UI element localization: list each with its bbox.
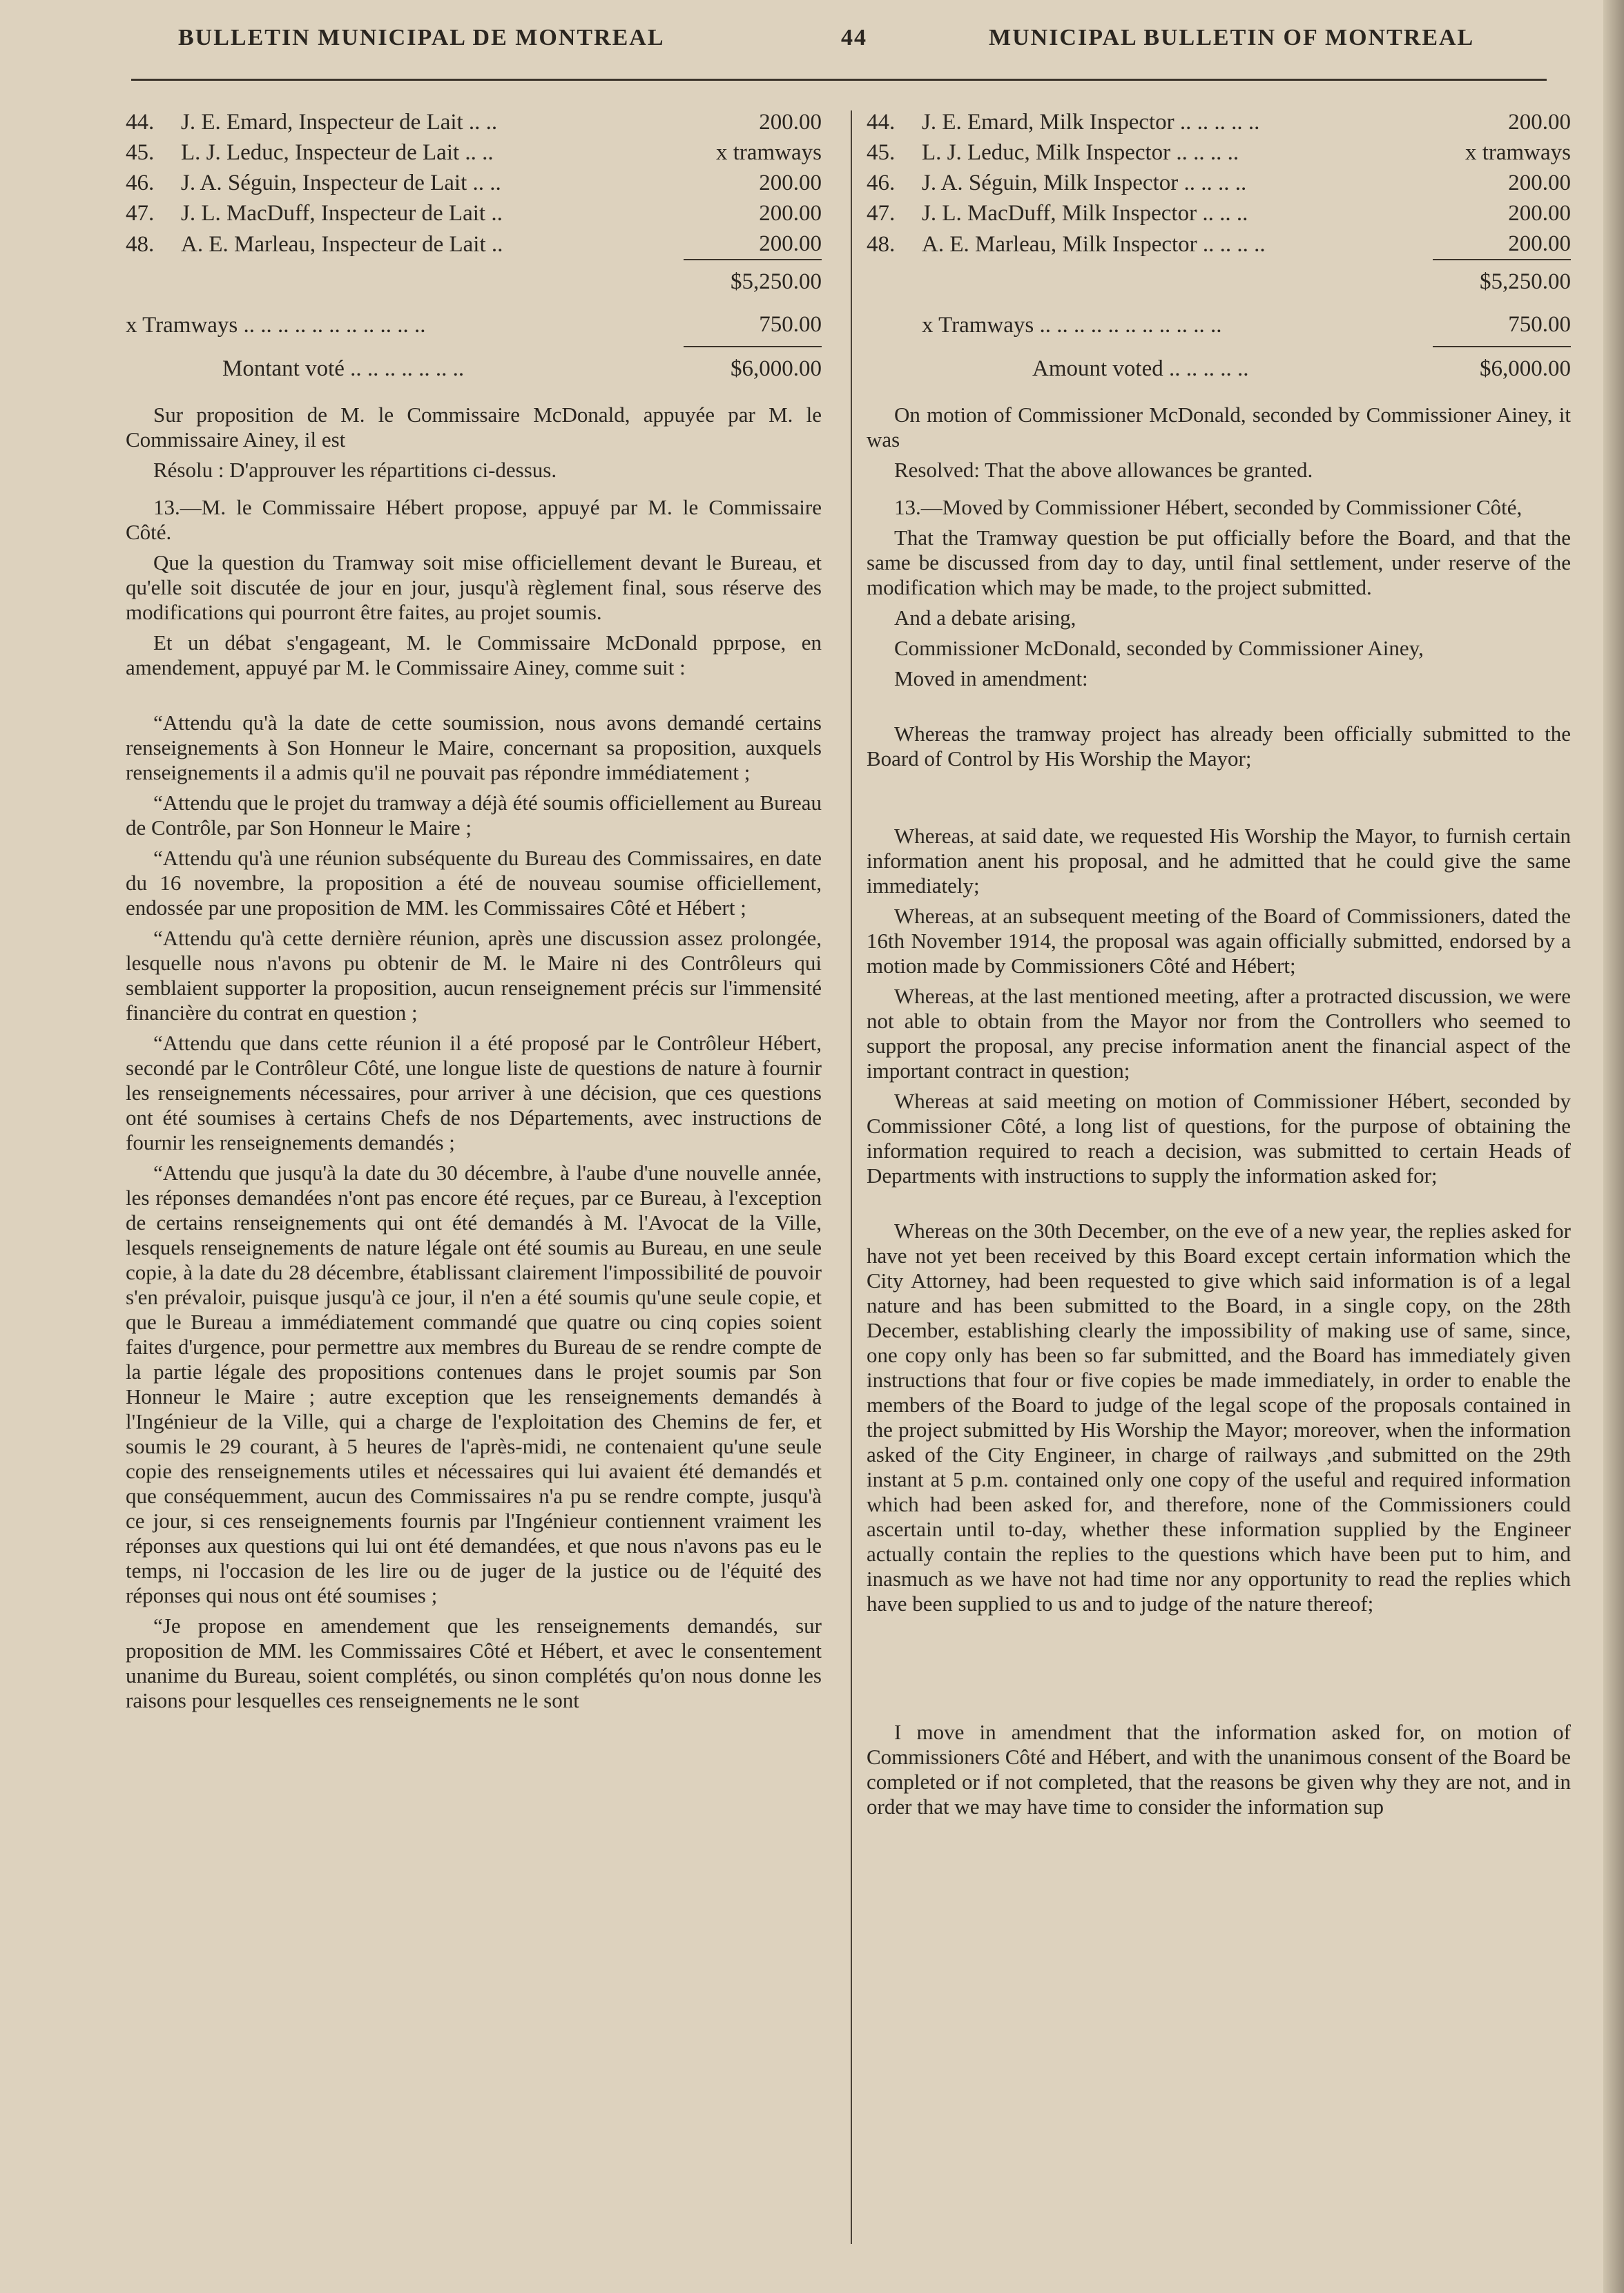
- row-name: J. L. MacDuff, Inspecteur de Lait ..: [181, 201, 503, 226]
- subtotal-row: [126, 260, 822, 303]
- item-13-paragraph: 13.—M. le Commissaire Hébert propose, appuyé par M. le Commissaire Côté.: [126, 495, 822, 544]
- whereas-5: “Attendu que dans cette réunion il a été proposé par le Contrôleur Hébert, secondé par le Contrôleur Côté, une longue liste de questions de nature à fournir les renseignements nécessaires, pour arriver à une décision, que ces questions ont été soumises à certains Chefs de nos Départements, avec instructions de fournir les renseignements demandés ;: [126, 1031, 822, 1154]
- page-edge-shadow: [1603, 0, 1624, 2293]
- english-column: [867, 107, 1571, 1825]
- row-amount: 200.00: [759, 231, 822, 256]
- whereas-5: Whereas at said meeting on motion of Commissioner Hébert, seconded by Commissioner Côté, a long list of questions, for the purpose of obtaining the information required to reach a decision, was submitted to certain Heads of Departments with instructions to supply the information asked for;: [867, 1089, 1571, 1188]
- allowance-table-en: [867, 107, 1571, 390]
- table-row: [867, 229, 1571, 260]
- whereas-3: “Attendu qu'à une réunion subséquente du Bureau des Commissaires, en date du 16 novembre, la proposition a été de nouveau soumise officiellement, endossée par une proposition de MM. les Commissaires Côté et Hébert ;: [126, 846, 822, 920]
- subtotal-amount: $5,250.00: [684, 260, 822, 303]
- total-label: Amount voted .. .. .. .. ..: [1032, 356, 1249, 381]
- motion-paragraph: Sur proposition de M. le Commissaire McDonald, appuyée par M. le Commissaire Ainey, il est: [126, 403, 822, 452]
- row-number: 46.: [867, 171, 896, 195]
- row-number: 47.: [867, 201, 896, 226]
- table-row: [126, 229, 822, 260]
- row-number: 47.: [126, 201, 155, 226]
- whereas-6: “Attendu que jusqu'à la date du 30 décembre, à l'aube d'une nouvelle année, les réponses demandées n'ont pas encore été reçues, par ce Bureau, à l'exception de certains renseignements qui ont été demandés à M. l'Avocat de la Ville, lesquels renseignements de nature légale ont été soumis au Bureau, en une seule copie, à la date du 28 décembre, établissant clairement l'impossibilité de pouvoir s'en prévaloir, puisque jusqu'à ce jour, il n'en a été soumis qu'une seule copie, et que le Bureau a immédiatement commandé que quatre ou cinq copies soient faites d'urgence, pour permettre aux membres du Bureau de se rendre compte de la partie légale des propositions contenues dans le projet soumis par Son Honneur le Maire ; autre exception que les renseignements demandés à l'Ingénieur de la Ville, qui a charge de l'exploitation des Chemins de fer, et soumis le 29 courant, à 5 heures de l'après-midi, ne contenaient qu'une seule copie des renseignements utiles et nécessaires qui lui avaient été demandés et que conséquemment, aucun des Commissaires n'a pu se rendre compte, jusqu'à ce jour, si ces renseignements fournis par l'Ingénieur contiennent vraiment les réponses aux questions qui lui ont été demandées, et que nous n'avons pas eu le temps, ni l'occasion de les lire ou de juger de la justice ou de l'équité des réponses qui nous ont été soumises ;: [126, 1161, 822, 1607]
- table-row: [867, 168, 1571, 198]
- row-name: J. A. Séguin, Milk Inspector .. .. .. ..: [922, 171, 1247, 195]
- tramways-amount: 750.00: [759, 312, 822, 337]
- whereas-4: “Attendu qu'à cette dernière réunion, après une discussion assez prolongée, lesquelle nous n'avons pu obtenir de M. le Maire ni des Contrôleurs qui semblaient supporter la proposition, aucun renseignement précis sur l'immensité financière du contrat en question ;: [126, 926, 822, 1025]
- row-name: L. J. Leduc, Milk Inspector .. .. .. ..: [922, 140, 1239, 165]
- row-name: L. J. Leduc, Inspecteur de Lait .. ..: [181, 140, 494, 165]
- table-row: [126, 198, 822, 229]
- item-13-paragraph: 13.—Moved by Commissioner Hébert, seconded by Commissioner Côté,: [894, 495, 1522, 519]
- row-number: 44.: [867, 110, 896, 135]
- row-amount: 200.00: [759, 110, 822, 135]
- resolved-paragraph: Résolu : D'approuver les répartitions ci-dessus.: [153, 458, 557, 482]
- french-column: [126, 107, 822, 1719]
- row-name: A. E. Marleau, Inspecteur de Lait ..: [181, 231, 503, 257]
- total-row: [867, 347, 1571, 390]
- que-paragraph: Que la question du Tramway soit mise officiellement devant le Bureau, et qu'elle soit discutée de jour en jour, jusqu'à règlement final, sous réserve des modifications qui pourront être faites, au projet soumis.: [126, 550, 822, 624]
- whereas-1: Whereas the tramway project has already been officially submitted to the Board of Control by His Worship the Mayor;: [867, 722, 1571, 771]
- allowance-table-fr: [126, 107, 822, 390]
- whereas-3: Whereas, at an subsequent meeting of the Board of Commissioners, dated the 16th November 1914, the proposal was again officially submitted, endorsed by a motion made by Commissioners Côté and Hébert;: [867, 904, 1571, 978]
- table-row: [867, 107, 1571, 137]
- tramways-row: [126, 303, 822, 347]
- row-number: 48.: [126, 231, 155, 257]
- tramways-row: [867, 303, 1571, 347]
- row-number: 46.: [126, 171, 155, 195]
- row-amount: x tramways: [1464, 140, 1571, 165]
- row-amount: 200.00: [1508, 201, 1571, 226]
- subtotal-row: [867, 260, 1571, 303]
- page-number: 44: [841, 25, 867, 50]
- table-row: [867, 198, 1571, 229]
- row-name: J. E. Emard, Milk Inspector .. .. .. .. ..: [922, 110, 1260, 135]
- page-header: [104, 25, 1533, 66]
- whereas-6: Whereas on the 30th December, on the eve of a new year, the replies asked for have not yet been received by this Board except certain information which the City Attorney, had been requested to give which said information is of a legal nature and has been submitted to the Board, in a single copy, on the 28th December, establishing clearly the impossibility of making use of same, since, one copy only has been so far submitted, and the Board has immediately given instructions that four or five copies be made immediately, in order to enable the members of the Board to judge of the legal scope of the proposals contained in the project submitted by His Worship the Mayor; moreover, when the information asked of the City Engineer, in charge of railways ,and submitted on the 29th instant at 5 p.m. contained only one copy of the useful and required information which had been asked for, and therefore, none of the Commissioners could ascertain until to-day, whether these information supplied by the Engineer actually contain the replies to the questions which have been put to him, and inasmuch as we have not had time nor any opportunity to read the replies which have been supplied to us and to judge of the nature thereof;: [867, 1219, 1571, 1616]
- total-label: Montant voté .. .. .. .. .. .. ..: [222, 356, 465, 381]
- whereas-1: “Attendu qu'à la date de cette soumission, nous avons demandé certains renseignements à Son Honneur le Maire, concernant sa proposition, auxquels renseignements il a admis qu'il ne pouvait pas répondre immédiatement ;: [126, 710, 822, 784]
- whereas-2: “Attendu que le projet du tramway a déjà été soumis officiellement au Bureau de Contrôle, par Son Honneur le Maire ;: [126, 791, 822, 840]
- table-row: [867, 137, 1571, 168]
- row-amount: 200.00: [1508, 110, 1571, 135]
- row-name: A. E. Marleau, Milk Inspector .. .. .. ..: [922, 231, 1266, 257]
- header-rule: [131, 79, 1547, 81]
- table-row: [126, 107, 822, 137]
- row-number: 45.: [126, 140, 155, 165]
- row-name: J. E. Emard, Inspecteur de Lait .. ..: [181, 110, 498, 135]
- debate-paragraph: And a debate arising,: [894, 606, 1076, 630]
- row-name: J. A. Séguin, Inspecteur de Lait .. ..: [181, 171, 501, 195]
- debate-paragraph: Et un débat s'engageant, M. le Commissaire McDonald pprpose, en amendement, appuyé par M. le Commissaire Ainey, comme suit :: [126, 630, 822, 679]
- moved-paragraph: Moved in amendment:: [894, 666, 1088, 690]
- commissioner-paragraph: Commissioner McDonald, seconded by Commissioner Ainey,: [894, 636, 1424, 660]
- row-number: 45.: [867, 140, 896, 165]
- column-divider: [851, 110, 852, 2244]
- tramways-label: x Tramways .. .. .. .. .. .. .. .. .. .. ..: [126, 312, 426, 338]
- row-amount: x tramways: [715, 140, 822, 165]
- table-row: [126, 137, 822, 168]
- amendment-paragraph: “Je propose en amendement que les renseignements demandés, sur proposition de MM. les Commissaires Côté et Hébert, et avec le consentement unanime du Bureau, soient complétés, ou sinon complétés qu'on nous donne les raisons pour lesquelles ces renseignements ne le sont: [126, 1614, 822, 1712]
- subtotal-amount: $5,250.00: [1433, 260, 1571, 303]
- resolved-paragraph: Resolved: That the above allowances be granted.: [894, 458, 1313, 482]
- header-title-french: BULLETIN MUNICIPAL DE MONTREAL: [178, 25, 665, 50]
- amendment-paragraph: I move in amendment that the information asked for, on motion of Commissioners Côté and Hébert, and with the unanimous consent of the Board be completed or if not completed, that the reasons be given why they are not, and in order that we may have time to consider the information sup: [867, 1720, 1571, 1819]
- tramways-label: x Tramways .. .. .. .. .. .. .. .. .. .. ..: [922, 312, 1222, 338]
- motion-paragraph: On motion of Commissioner McDonald, seconded by Commissioner Ainey, it was: [867, 403, 1571, 452]
- header-title-english: MUNICIPAL BULLETIN OF MONTREAL: [989, 25, 1475, 50]
- row-number: 48.: [867, 231, 896, 257]
- table-row: [126, 168, 822, 198]
- row-amount: 200.00: [1508, 171, 1571, 195]
- total-row: [126, 347, 822, 390]
- row-amount: 200.00: [759, 171, 822, 195]
- total-amount: $6,000.00: [1433, 347, 1571, 390]
- row-name: J. L. MacDuff, Milk Inspector .. .. ..: [922, 201, 1248, 226]
- tramways-amount: 750.00: [1508, 312, 1571, 337]
- whereas-4: Whereas, at the last mentioned meeting, after a protracted discussion, we were not able to obtain from the Mayor nor from the Controllers who seemed to support the proposal, any precise information anent the financial aspect of the important contract in question;: [867, 984, 1571, 1083]
- row-number: 44.: [126, 110, 155, 135]
- row-amount: 200.00: [1508, 231, 1571, 256]
- whereas-2: Whereas, at said date, we requested His Worship the Mayor, to furnish certain information anent his proposal, and he admitted that he could give the same immediately;: [867, 824, 1571, 898]
- total-amount: $6,000.00: [684, 347, 822, 390]
- row-amount: 200.00: [759, 201, 822, 226]
- that-paragraph: That the Tramway question be put officially before the Board, and that the same be discussed from day to day, until final settlement, under reserve of the modification which may be made, to the project submitted.: [867, 525, 1571, 599]
